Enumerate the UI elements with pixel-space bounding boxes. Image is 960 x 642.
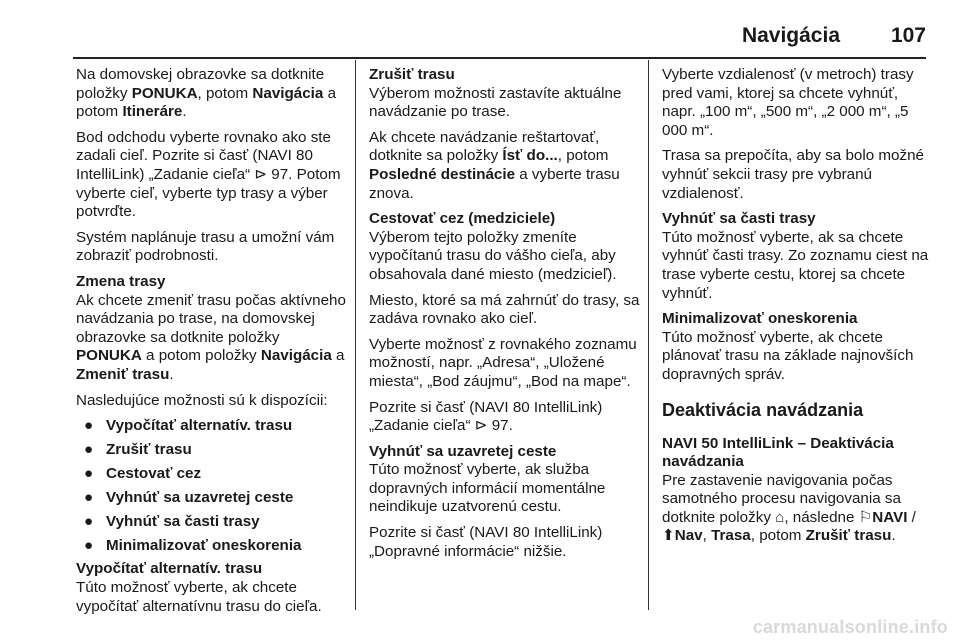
paragraph: Pozrite si časť (NAVI 80 IntelliLink) „Dopravné informácie“ nižšie. (369, 524, 603, 560)
subsection (369, 443, 641, 517)
text: a potom položky (141, 347, 261, 365)
paragraph: Trasa sa prepočíta, aby sa bolo možné vyhnúť sekcii trasy pre vybranú vzdialenosť. (662, 147, 924, 202)
text: a (331, 347, 345, 365)
text: Bod odchodu vyberte rovnako ako ste zadali cieľ. Pozrite si časť (NAVI 80 IntelliLink) „Zadanie cieľa“ (76, 128, 331, 183)
text: a potom (76, 84, 337, 121)
list-item (76, 537, 348, 556)
paragraph (76, 66, 348, 122)
text: a vyberte trasu znova. (369, 165, 620, 202)
flag-icon: ⚐ (858, 508, 873, 526)
menu-term: PONUKA (76, 347, 142, 365)
text: Túto možnosť vyberte, ak sa chcete vyhnúť časti trasy. Zo zoznamu ciest na trase vyberte cestu, ktorej sa chcete vyhnúť. (662, 228, 929, 302)
subsection-heading: Vypočítať alternatív. trasu (76, 560, 263, 578)
subsection (662, 310, 934, 384)
section-heading: Deaktivácia navádzania (662, 399, 864, 420)
text: Túto možnosť vyberte, ak chcete plánovať trasu na základe najnovších dopravných správ. (662, 328, 914, 383)
subsection (76, 273, 348, 385)
menu-term: Nav (674, 527, 703, 545)
text: 97. Potom vyberte cieľ, vyberte typ trasy a výber potvrďte. (76, 165, 341, 221)
text: , potom (197, 84, 253, 102)
list-item (76, 465, 348, 484)
list-item (76, 489, 348, 508)
list-item (76, 441, 348, 460)
menu-term: Trasa (711, 527, 751, 545)
text: , (702, 527, 712, 545)
list-item (76, 513, 348, 532)
menu-term: PONUKA (131, 84, 198, 102)
text: Túto možnosť vyberte, ak chcete vypočítať alternatívnu trasu do cieľa. (76, 579, 322, 615)
list-item (76, 417, 348, 436)
bullet-icon: ● (84, 417, 94, 435)
bullet-icon: ● (84, 488, 94, 506)
menu-term: Ísť do... (502, 147, 558, 165)
subsection (662, 210, 934, 303)
page-number: 107 (890, 24, 926, 47)
header-rule (73, 57, 926, 59)
arrow-right-icon: ⊳ (474, 417, 488, 435)
text: , potom (557, 147, 609, 165)
subsection (369, 210, 641, 284)
text: / (907, 508, 916, 526)
subsection-heading: Zrušiť trasu (369, 66, 455, 83)
text: Túto možnosť vyberte, ak služba dopravných informácií momentálne neindikuje uzatvorenú cestu. (369, 461, 606, 516)
text: Výberom možnosti zastavíte aktuálne navádzanie po trase. (369, 84, 622, 121)
nav-arrow-icon: ⬆ (662, 527, 675, 545)
subsection-heading: Minimalizovať oneskorenia (662, 310, 858, 328)
bullet-icon: ● (84, 464, 94, 482)
paragraph: Vyberte možnosť z rovnakého zoznamu možností, napr. „Adresa“, „Uložené miesta“, „Bod záujmu“, „Bod na mape“. (369, 335, 637, 390)
subsection-heading: Vyhnúť sa uzavretej ceste (369, 442, 557, 460)
list-item-label: Vypočítať alternatív. trasu (106, 417, 293, 435)
subsection-heading: Vyhnúť sa časti trasy (662, 210, 816, 228)
text: 97. (487, 417, 513, 435)
text: Na domovskej obrazovke sa dotknite položky (76, 66, 325, 102)
paragraph: Nasledujúce možnosti sú k dispozícii: (76, 391, 328, 409)
subsection (662, 435, 934, 547)
text: . (891, 527, 896, 545)
menu-term: Zrušiť trasu (805, 527, 892, 545)
subsection-heading: NAVI 50 IntelliLink – Deaktivácia navádzania (662, 434, 894, 471)
menu-term: Zmeniť trasu (76, 365, 170, 383)
menu-term: NAVI (872, 508, 908, 526)
text: Výberom tejto položky zmeníte vypočítanú trasu do vášho cieľa, aby obsahovala dané miesto (medzicieľ). (369, 228, 617, 283)
home-icon: ⌂ (775, 508, 785, 526)
menu-term: Navigácia (260, 347, 332, 365)
menu-term: Itineráre (122, 103, 183, 121)
column-3 (662, 66, 934, 553)
column-divider-2 (648, 60, 649, 610)
text: Ak chcete navádzanie reštartovať, dotknite sa položky (369, 128, 600, 165)
bullet-icon: ● (84, 440, 94, 458)
list-item-label: Cestovať cez (106, 464, 202, 482)
paragraph: Vyberte vzdialenosť (v metroch) trasy pred vami, ktorej sa chcete vyhnúť, napr. „100 m“, „500 m“, „2 000 m“, „5 000 m“. (662, 66, 914, 139)
paragraph: Miesto, ktoré sa má zahrnúť do trasy, sa zadáva rovnako ako cieľ. (369, 291, 640, 328)
column-1 (76, 66, 348, 623)
subsection-heading: Cestovať cez (medziciele) (369, 210, 556, 228)
text: Pozrite si časť (NAVI 80 IntelliLink) „Zadanie cieľa“ (369, 398, 603, 435)
text: . (169, 365, 174, 383)
text: , potom (750, 527, 806, 545)
paragraph (369, 129, 641, 203)
options-list (76, 417, 348, 555)
subsection (369, 66, 641, 122)
page-header (0, 24, 960, 54)
column-2 (369, 66, 641, 568)
paragraph: Systém naplánuje trasu a umožní vám zobraziť podrobnosti. (76, 228, 335, 265)
page-title: Navigácia (741, 24, 840, 47)
list-item-label: Zrušiť trasu (106, 440, 192, 458)
list-item-label: Minimalizovať oneskorenia (106, 536, 302, 554)
subsection (76, 560, 348, 616)
arrow-right-icon: ⊳ (254, 165, 268, 183)
bullet-icon: ● (84, 512, 94, 530)
paragraph (76, 129, 348, 222)
subsection-heading: Zmena trasy (76, 272, 166, 290)
bullet-icon: ● (84, 536, 94, 554)
menu-term: Navigácia (252, 84, 324, 102)
text: . (182, 103, 187, 121)
list-item-label: Vyhnúť sa uzavretej ceste (106, 488, 294, 506)
text: Ak chcete zmeniť trasu počas aktívneho navádzania po trase, na domovskej obrazovke sa dotknite položky (76, 291, 346, 346)
list-item-label: Vyhnúť sa časti trasy (106, 512, 260, 530)
text: , následne (784, 508, 859, 526)
paragraph (369, 399, 641, 436)
column-divider-1 (355, 60, 356, 610)
menu-term: Posledné destinácie (369, 165, 516, 183)
watermark: carmanualsonline.info (752, 617, 948, 637)
text: Pre zastavenie navigovania počas samotného procesu navigovania sa dotknite položky (662, 471, 901, 526)
